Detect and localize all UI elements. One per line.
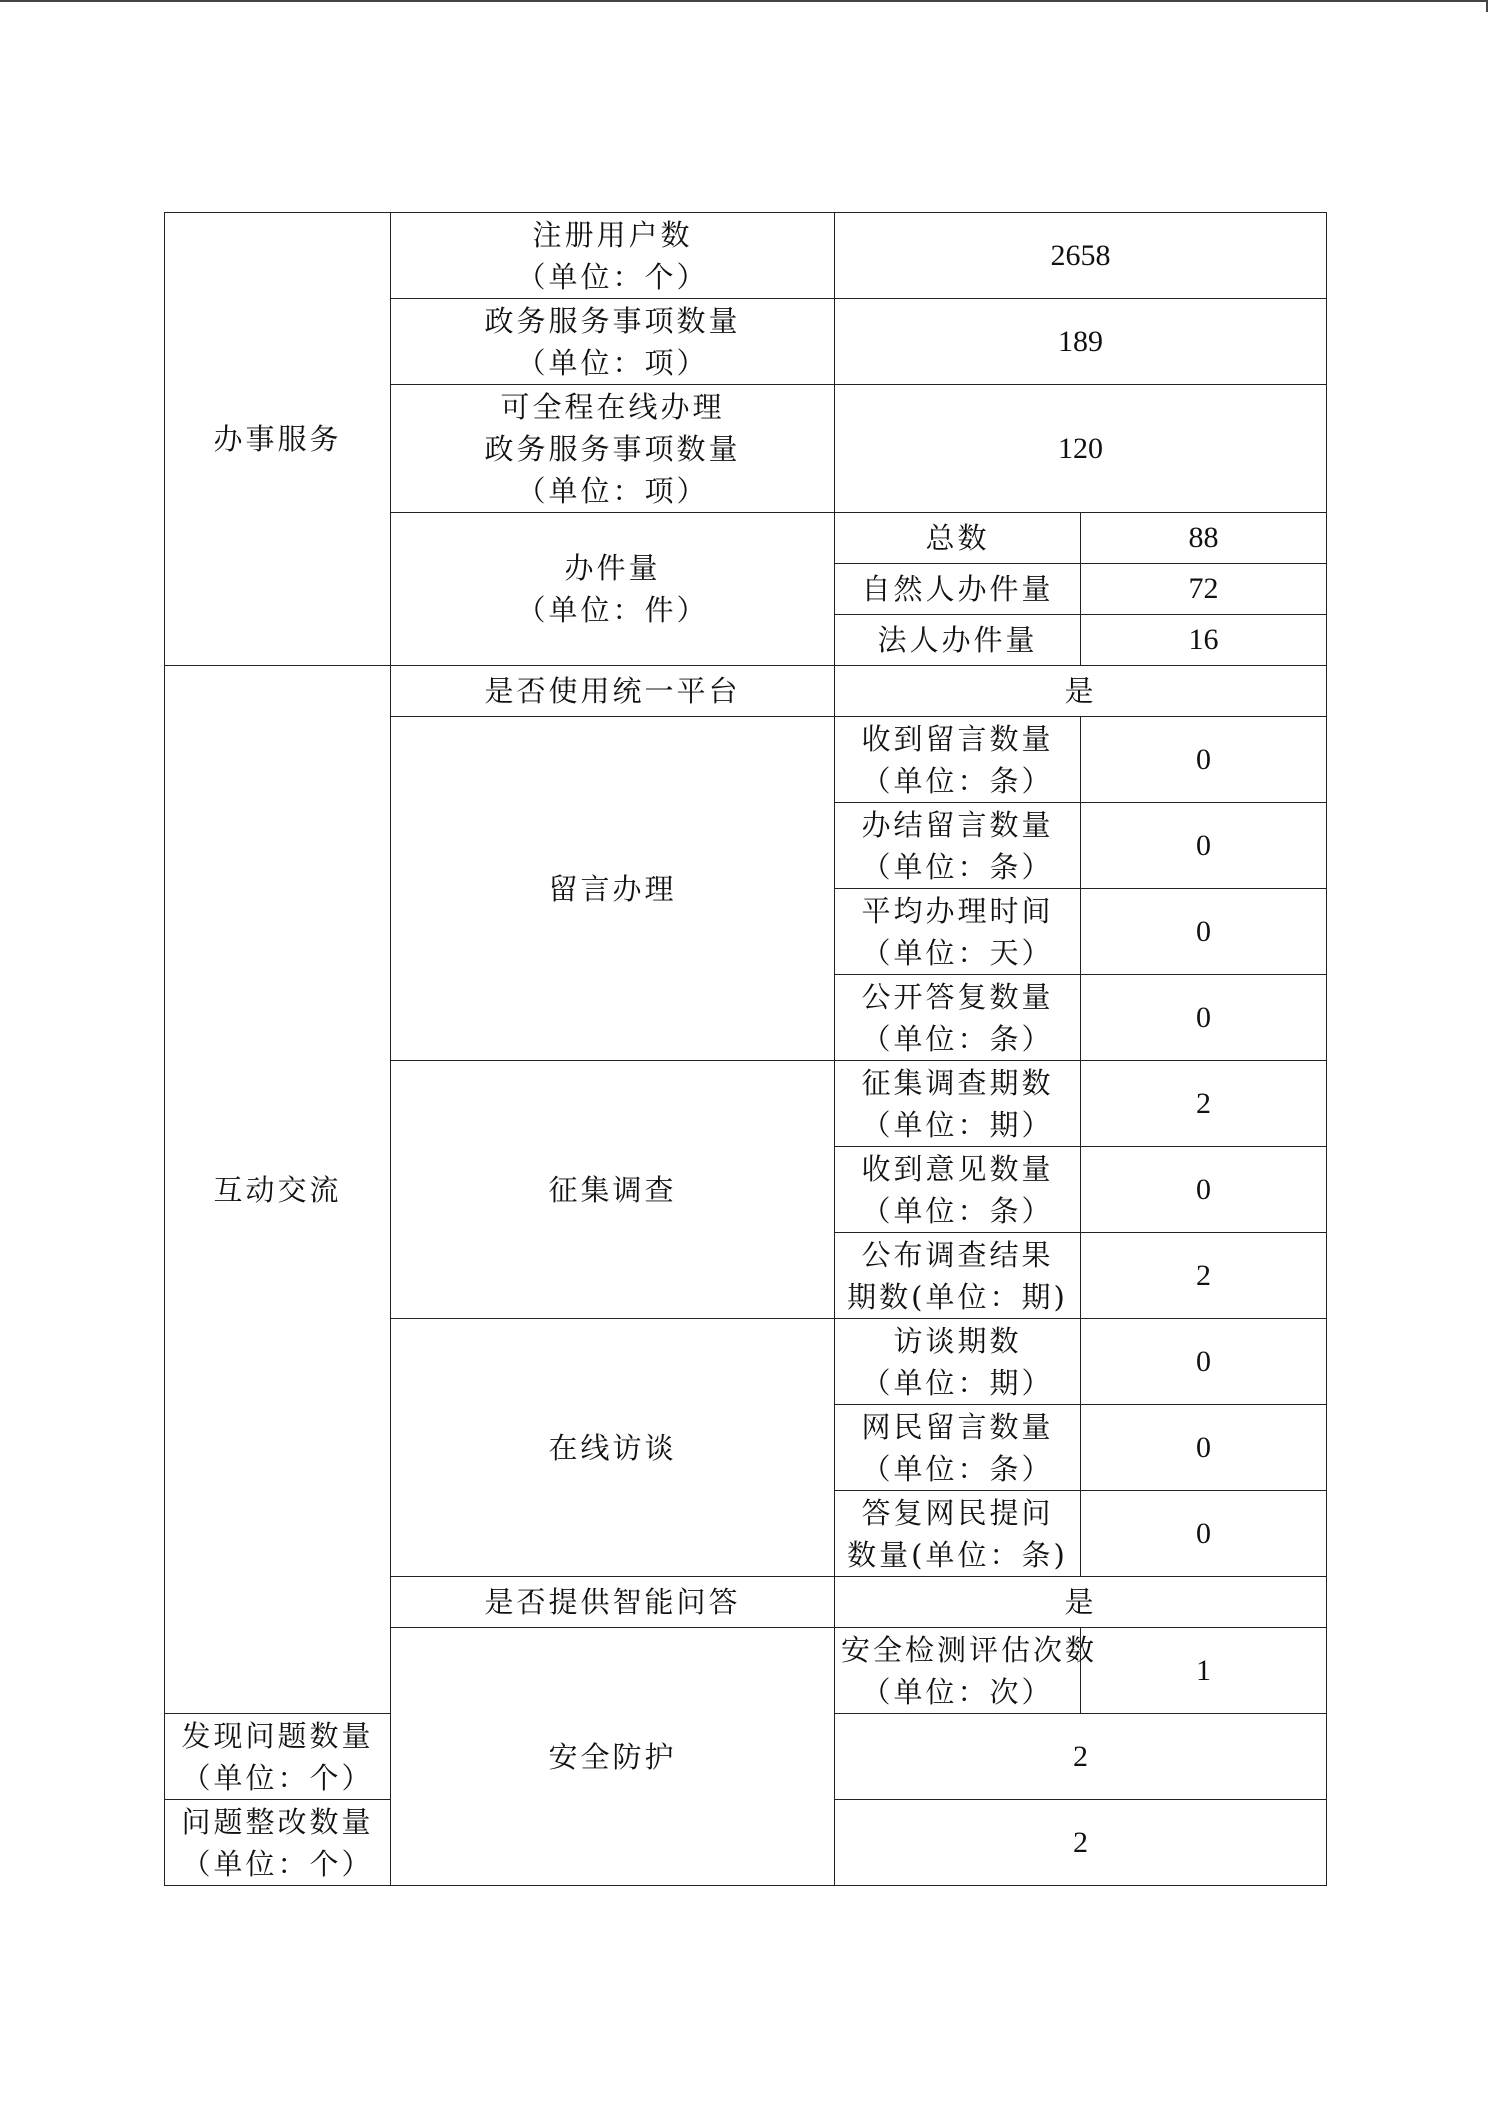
label-cases-total: 总数 <box>835 513 1081 564</box>
label-surveys-opinions: 收到意见数量 （单位：条） <box>835 1147 1081 1233</box>
value-cases-total: 88 <box>1081 513 1327 564</box>
label-messages-closed: 办结留言数量 （单位：条） <box>835 803 1081 889</box>
value-messages-public-replies: 0 <box>1081 975 1327 1061</box>
table-row <box>165 666 1327 717</box>
value-online-items: 120 <box>835 385 1327 513</box>
label-cases-legal: 法人办件量 <box>835 615 1081 666</box>
category-interaction: 互动交流 <box>165 666 391 1714</box>
label-smart-qa: 是否提供智能问答 <box>391 1577 835 1628</box>
value-service-items: 189 <box>835 299 1327 385</box>
label-messages: 留言办理 <box>391 717 835 1061</box>
value-surveys-results: 2 <box>1081 1233 1327 1319</box>
label-issues-found: 发现问题数量 （单位：个） <box>165 1714 391 1800</box>
value-cases-natural: 72 <box>1081 564 1327 615</box>
label-online-items: 可全程在线办理 政务服务事项数量 （单位：项） <box>391 385 835 513</box>
category-service: 办事服务 <box>165 213 391 666</box>
value-messages-received: 0 <box>1081 717 1327 803</box>
label-surveys-results: 公布调查结果 期数(单位：期) <box>835 1233 1081 1319</box>
label-messages-public-replies: 公开答复数量 （单位：条） <box>835 975 1081 1061</box>
label-interviews-periods: 访谈期数 （单位：期） <box>835 1319 1081 1405</box>
category-security: 安全防护 <box>391 1628 835 1886</box>
value-messages-closed: 0 <box>1081 803 1327 889</box>
value-issues-fixed: 2 <box>835 1800 1327 1886</box>
value-interviews-periods: 0 <box>1081 1319 1327 1405</box>
value-security-checks: 1 <box>1081 1628 1327 1714</box>
label-interviews: 在线访谈 <box>391 1319 835 1577</box>
value-cases-legal: 16 <box>1081 615 1327 666</box>
label-surveys-periods: 征集调查期数 （单位：期） <box>835 1061 1081 1147</box>
label-messages-received: 收到留言数量 （单位：条） <box>835 717 1081 803</box>
table-row <box>165 213 1327 299</box>
value-unified-platform: 是 <box>835 666 1327 717</box>
value-interviews-messages: 0 <box>1081 1405 1327 1491</box>
label-cases: 办件量 （单位：件） <box>391 513 835 666</box>
value-messages-avg-time: 0 <box>1081 889 1327 975</box>
website-stats-table <box>164 212 1327 1886</box>
label-interviews-replies: 答复网民提问 数量(单位：条) <box>835 1491 1081 1577</box>
value-registered-users: 2658 <box>835 213 1327 299</box>
label-issues-fixed: 问题整改数量 （单位：个） <box>165 1800 391 1886</box>
page-top-border <box>0 0 1488 2</box>
label-messages-avg-time: 平均办理时间 （单位：天） <box>835 889 1081 975</box>
value-interviews-replies: 0 <box>1081 1491 1327 1577</box>
value-surveys-periods: 2 <box>1081 1061 1327 1147</box>
label-surveys: 征集调查 <box>391 1061 835 1319</box>
label-interviews-messages: 网民留言数量 （单位：条） <box>835 1405 1081 1491</box>
label-unified-platform: 是否使用统一平台 <box>391 666 835 717</box>
label-registered-users: 注册用户数 （单位：个） <box>391 213 835 299</box>
label-security-checks: 安全检测评估次数 （单位：次） <box>835 1628 1081 1714</box>
value-surveys-opinions: 0 <box>1081 1147 1327 1233</box>
value-issues-found: 2 <box>835 1714 1327 1800</box>
value-smart-qa: 是 <box>835 1577 1327 1628</box>
label-cases-natural: 自然人办件量 <box>835 564 1081 615</box>
label-service-items: 政务服务事项数量 （单位：项） <box>391 299 835 385</box>
